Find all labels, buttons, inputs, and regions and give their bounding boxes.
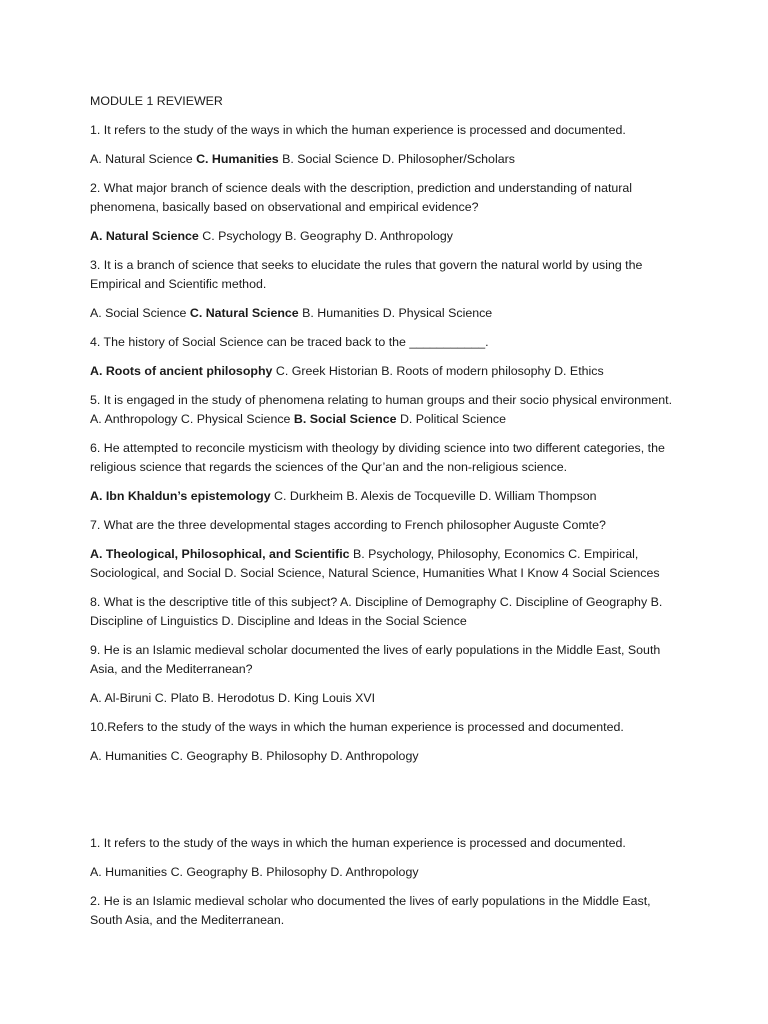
answer-text: B. Social Science bbox=[293, 412, 397, 426]
paragraph-text: A. Social Science bbox=[90, 306, 190, 320]
part1-paragraph bbox=[90, 689, 680, 708]
part2-paragraph bbox=[90, 834, 680, 853]
section-gap bbox=[90, 776, 680, 834]
part1-paragraph bbox=[90, 516, 680, 535]
part1-paragraph bbox=[90, 487, 680, 506]
part1-paragraph bbox=[90, 179, 680, 217]
part1-paragraph bbox=[90, 439, 680, 477]
paragraph-text: A. Natural Science bbox=[90, 152, 197, 166]
paragraph-text: B. Humanities D. Physical Science bbox=[298, 306, 493, 320]
answer-text: C. Humanities bbox=[196, 152, 279, 166]
part1-paragraph bbox=[90, 150, 680, 169]
paragraph-text: 9. He is an Islamic medieval scholar documented the lives of early populations in the Middle East, South Asia, and the Mediterranean? bbox=[90, 643, 661, 676]
paragraph-text: C. Greek Historian B. Roots of modern philosophy D. Ethics bbox=[272, 364, 604, 378]
paragraph-text: 5. It is engaged in the study of phenomena relating to human groups and their socio physical environment. A. Anthropology C. Physical Science bbox=[90, 393, 673, 426]
paragraph-text: A. Humanities C. Geography B. Philosophy D. Anthropology bbox=[90, 749, 419, 763]
paragraph-text: A. Humanities C. Geography B. Philosophy D. Anthropology bbox=[90, 865, 419, 879]
part1-paragraph bbox=[90, 304, 680, 323]
paragraph-text: 4. The history of Social Science can be traced back to the ___________. bbox=[90, 335, 489, 349]
part1-paragraph bbox=[90, 641, 680, 679]
part1-paragraph bbox=[90, 121, 680, 140]
answer-text: C. Natural Science bbox=[189, 306, 299, 320]
paragraph-text: A. Al-Biruni C. Plato B. Herodotus D. King Louis XVI bbox=[90, 691, 376, 705]
part1-paragraph bbox=[90, 333, 680, 352]
part1-paragraph bbox=[90, 362, 680, 381]
paragraph-text: B. Social Science D. Philosopher/Scholars bbox=[278, 152, 515, 166]
reviewer-part-1 bbox=[90, 121, 680, 766]
paragraph-text: 2. He is an Islamic medieval scholar who documented the lives of early populations in the Middle East, South Asia, and the Mediterranean. bbox=[90, 894, 651, 927]
part1-paragraph bbox=[90, 227, 680, 246]
answer-text: A. Natural Science bbox=[90, 229, 199, 243]
document-title: MODULE 1 REVIEWER bbox=[90, 94, 223, 108]
paragraph-text: B. Psychology, Philosophy, Economics C. Empirical, Sociological, and Social D. Social Science, Natural Science, Humanities What I Know 4 Social Sciences bbox=[90, 547, 660, 580]
answer-text: A. Theological, Philosophical, and Scientific bbox=[90, 547, 350, 561]
part2-paragraph bbox=[90, 863, 680, 882]
part1-paragraph bbox=[90, 747, 680, 766]
paragraph-text: 2. What major branch of science deals with the description, prediction and understanding of natural phenomena, basically based on observational and empirical evidence? bbox=[90, 181, 633, 214]
paragraph-text: 1. It refers to the study of the ways in which the human experience is processed and documented. bbox=[90, 836, 626, 850]
paragraph-text: C. Psychology B. Geography D. Anthropology bbox=[198, 229, 453, 243]
reviewer-part-2 bbox=[90, 834, 680, 930]
part1-paragraph bbox=[90, 256, 680, 294]
answer-text: A. Roots of ancient philosophy bbox=[90, 364, 273, 378]
paragraph-text: C. Durkheim B. Alexis de Tocqueville D. William Thompson bbox=[270, 489, 597, 503]
paragraph-text: 6. He attempted to reconcile mysticism with theology by dividing science into two different categories, the religious science that regards the sciences of the Qur’an and the non-religious science. bbox=[90, 441, 665, 474]
paragraph-text: 7. What are the three developmental stages according to French philosopher Auguste Comte? bbox=[90, 518, 606, 532]
paragraph-text: 1. It refers to the study of the ways in which the human experience is processed and documented. bbox=[90, 123, 626, 137]
part1-paragraph bbox=[90, 545, 680, 583]
paragraph-text: 8. What is the descriptive title of this subject? A. Discipline of Demography C. Discipline of Geography B. Discipline of Linguistics D. Discipline and Ideas in the Social Science bbox=[90, 595, 663, 628]
answer-text: A. Ibn Khaldun’s epistemology bbox=[90, 489, 271, 503]
paragraph-text: D. Political Science bbox=[396, 412, 506, 426]
document-body bbox=[90, 92, 680, 940]
part2-paragraph bbox=[90, 892, 680, 930]
paragraph-text: 10.Refers to the study of the ways in which the human experience is processed and documented. bbox=[90, 720, 624, 734]
paragraph-text: 3. It is a branch of science that seeks to elucidate the rules that govern the natural world by using the Empirical and Scientific method. bbox=[90, 258, 643, 291]
part1-paragraph bbox=[90, 593, 680, 631]
part1-paragraph bbox=[90, 718, 680, 737]
part1-paragraph bbox=[90, 391, 680, 429]
